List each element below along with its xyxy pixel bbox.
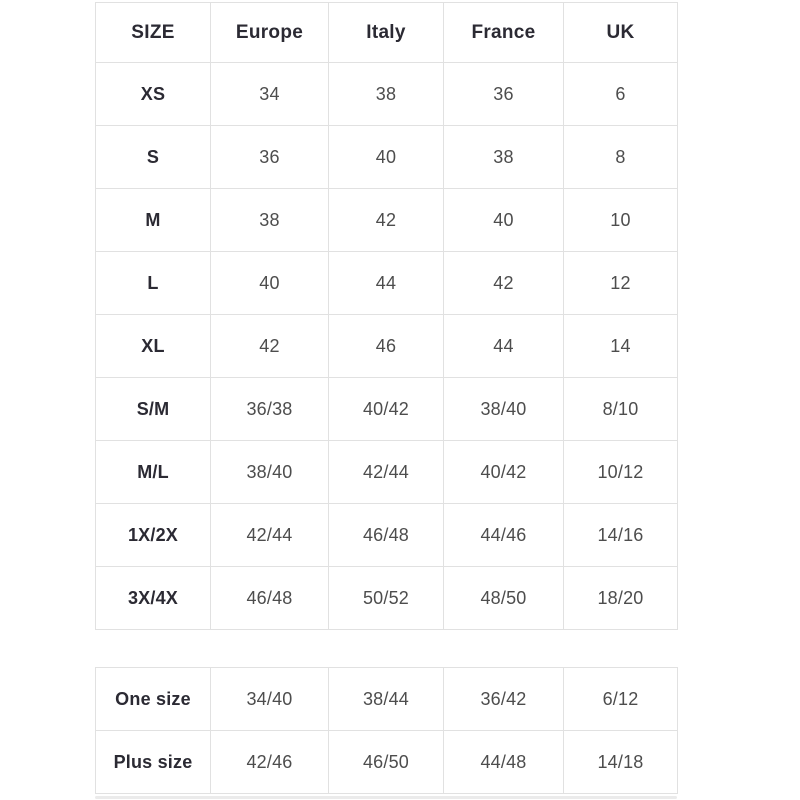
size-cell: 6/12 (564, 668, 678, 731)
size-cell: 14/18 (564, 731, 678, 794)
horizontal-scrollbar[interactable] (95, 796, 677, 799)
size-cell: 8 (564, 126, 678, 189)
size-cell: 42 (329, 189, 444, 252)
size-cell: 14 (564, 315, 678, 378)
size-cell: 8/10 (564, 378, 678, 441)
column-header-europe: Europe (211, 3, 329, 63)
table-row (96, 126, 678, 189)
row-label: One size (96, 668, 211, 731)
size-cell: 36/42 (444, 668, 564, 731)
special-sizes-table (95, 667, 678, 794)
column-header-france: France (444, 3, 564, 63)
table-row (96, 315, 678, 378)
size-cell: 38 (444, 126, 564, 189)
size-cell: 46/50 (329, 731, 444, 794)
size-conversion-table (95, 2, 678, 630)
size-cell: 48/50 (444, 567, 564, 630)
size-cell: 38/44 (329, 668, 444, 731)
table-row (96, 731, 678, 794)
table-row (96, 252, 678, 315)
size-cell: 6 (564, 63, 678, 126)
size-cell: 44/46 (444, 504, 564, 567)
column-header-size: SIZE (96, 3, 211, 63)
size-cell: 40/42 (444, 441, 564, 504)
size-cell: 42 (444, 252, 564, 315)
row-label: M (96, 189, 211, 252)
row-label: 3X/4X (96, 567, 211, 630)
size-cell: 10 (564, 189, 678, 252)
size-cell: 40 (211, 252, 329, 315)
size-cell: 38 (211, 189, 329, 252)
table-row (96, 567, 678, 630)
size-cell: 40 (444, 189, 564, 252)
column-header-uk: UK (564, 3, 678, 63)
table-row (96, 441, 678, 504)
row-label: Plus size (96, 731, 211, 794)
size-cell: 44 (329, 252, 444, 315)
size-cell: 18/20 (564, 567, 678, 630)
size-cell: 44/48 (444, 731, 564, 794)
table-row (96, 668, 678, 731)
size-cell: 42/44 (329, 441, 444, 504)
size-cell: 46 (329, 315, 444, 378)
column-header-italy: Italy (329, 3, 444, 63)
size-cell: 14/16 (564, 504, 678, 567)
size-cell: 38/40 (211, 441, 329, 504)
size-cell: 34/40 (211, 668, 329, 731)
table-row (96, 189, 678, 252)
size-cell: 38/40 (444, 378, 564, 441)
size-cell: 42/46 (211, 731, 329, 794)
size-cell: 36/38 (211, 378, 329, 441)
row-label: M/L (96, 441, 211, 504)
row-label: S (96, 126, 211, 189)
size-cell: 34 (211, 63, 329, 126)
size-cell: 40 (329, 126, 444, 189)
size-cell: 50/52 (329, 567, 444, 630)
size-cell: 38 (329, 63, 444, 126)
row-label: S/M (96, 378, 211, 441)
header-row (96, 3, 678, 63)
size-cell: 36 (211, 126, 329, 189)
table-row (96, 378, 678, 441)
table-row (96, 504, 678, 567)
size-cell: 40/42 (329, 378, 444, 441)
row-label: XL (96, 315, 211, 378)
row-label: XS (96, 63, 211, 126)
size-cell: 10/12 (564, 441, 678, 504)
size-cell: 12 (564, 252, 678, 315)
size-cell: 42 (211, 315, 329, 378)
size-cell: 46/48 (329, 504, 444, 567)
size-cell: 46/48 (211, 567, 329, 630)
size-cell: 44 (444, 315, 564, 378)
row-label: L (96, 252, 211, 315)
size-cell: 36 (444, 63, 564, 126)
size-cell: 42/44 (211, 504, 329, 567)
table-row (96, 63, 678, 126)
row-label: 1X/2X (96, 504, 211, 567)
